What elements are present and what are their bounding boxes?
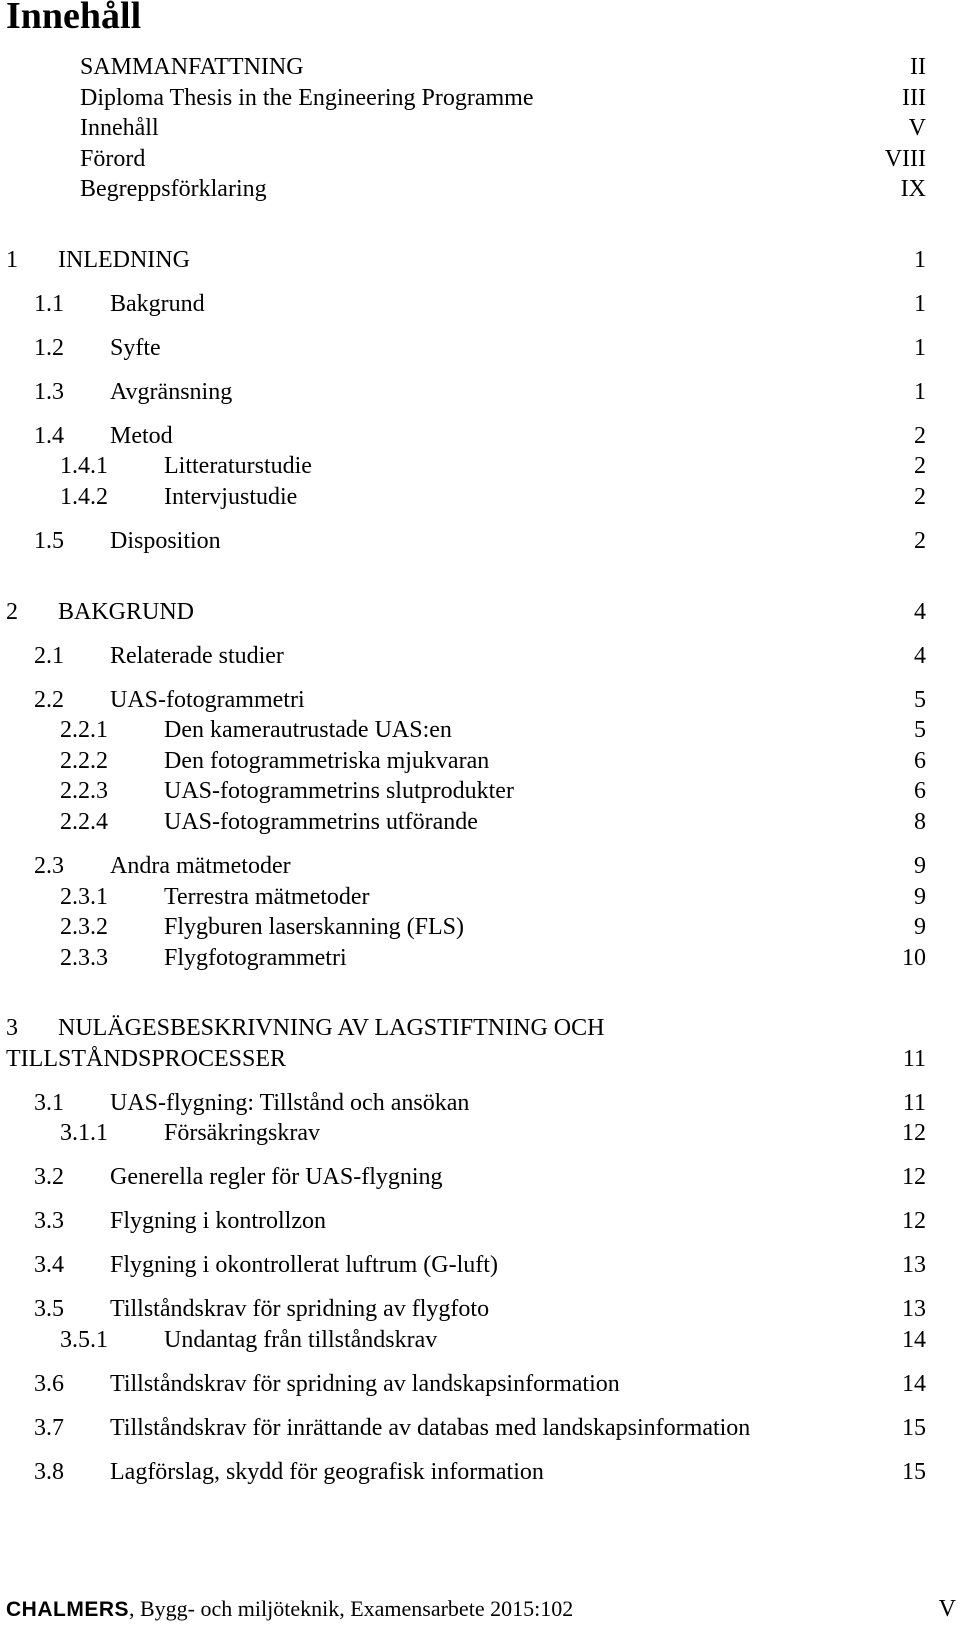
toc-entry-title: Tillståndskrav för inrättande av databas med landskapsinformation: [110, 1415, 751, 1441]
toc-entry-number: 1: [6, 247, 18, 273]
toc-entry-title: Bakgrund: [110, 291, 205, 317]
toc-entry-page: 1: [914, 247, 926, 273]
toc-entry-page: 15: [902, 1459, 926, 1485]
toc-entry-page: III: [902, 85, 926, 111]
toc-entry-title: NULÄGESBESKRIVNING AV LAGSTIFTNING OCH: [58, 1015, 605, 1041]
toc-entry-number: 3.5.1: [60, 1327, 108, 1353]
toc-entry-number: 1.4.2: [60, 484, 108, 510]
toc-entry-page: 12: [902, 1120, 926, 1146]
toc-entry-title: Flygburen laserskanning (FLS): [164, 914, 464, 940]
toc-entry-page: 4: [914, 643, 926, 669]
footer-page-number: V: [938, 1596, 956, 1622]
toc-entry-number: 2.2.3: [60, 778, 108, 804]
toc-entry-title: Tillståndskrav för spridning av landskapsinformation: [110, 1371, 620, 1397]
toc-entry-number: 2.2.2: [60, 748, 108, 774]
toc-entry-page: 11: [902, 1046, 926, 1072]
toc-entry-number: 1.2: [34, 335, 64, 361]
toc-entry-page: 2: [914, 423, 926, 449]
toc-entry-title: Metod: [110, 423, 173, 449]
toc-entry-number: 3.8: [34, 1459, 64, 1485]
toc-entry-page: IX: [900, 176, 926, 202]
toc-entry-page: 9: [914, 853, 926, 879]
toc-entry-title: Försäkringskrav: [164, 1120, 320, 1146]
toc-entry-title: Undantag från tillståndskrav: [164, 1327, 438, 1353]
toc-entry-number: 2.2.1: [60, 717, 108, 743]
toc-entry-title: Flygning i okontrollerat luftrum (G-luft): [110, 1252, 498, 1278]
toc-entry-page: 2: [914, 528, 926, 554]
toc-entry-number: 2.2: [34, 687, 64, 713]
toc-entry-page: 6: [914, 778, 926, 804]
toc-entry-title: Lagförslag, skydd för geografisk information: [110, 1459, 544, 1485]
toc-entry-title: Tillståndskrav för spridning av flygfoto: [110, 1296, 490, 1322]
toc-entry-page: 1: [914, 379, 926, 405]
toc-entry-page: 1: [914, 291, 926, 317]
toc-entry-page: 4: [914, 599, 926, 625]
footer-text: , Bygg- och miljöteknik, Examensarbete 2015:102: [129, 1596, 574, 1621]
page-footer: [6, 1594, 958, 1624]
toc-entry-title: Den fotogrammetriska mjukvaran: [164, 748, 490, 774]
toc-entry-page: 11: [902, 1090, 926, 1116]
toc-entry-title: Relaterade studier: [110, 643, 284, 669]
toc-entry-number: 3.3: [34, 1208, 64, 1234]
toc-entry-number: 1.5: [34, 528, 64, 554]
toc-entry-page: 14: [902, 1371, 926, 1397]
toc-entry-number: 1.4: [34, 423, 64, 449]
toc-entry-page: 5: [914, 717, 926, 743]
toc-entry-number: 2: [6, 599, 18, 625]
toc-entry-title: Innehåll: [80, 115, 159, 141]
page-title: Innehåll: [6, 0, 142, 37]
toc-entry-title: Diploma Thesis in the Engineering Programme: [80, 85, 534, 111]
toc-entry-title: SAMMANFATTNING: [80, 54, 304, 80]
toc-entry-number: 2.1: [34, 643, 64, 669]
toc-entry-number: 3.4: [34, 1252, 64, 1278]
toc-entry-number: 2.2.4: [60, 809, 108, 835]
toc-entry-number: 3.1.1: [60, 1120, 108, 1146]
toc-entry-number: 1.3: [34, 379, 64, 405]
toc-entry-title: Den kamerautrustade UAS:en: [164, 717, 452, 743]
toc-entry-title: UAS-fotogrammetrins slutprodukter: [164, 778, 514, 804]
toc-entry-title: BAKGRUND: [58, 599, 195, 625]
toc-entry-title: Begreppsförklaring: [80, 176, 267, 202]
toc-entry-page: 5: [914, 687, 926, 713]
toc-entry-title: UAS-fotogrammetri: [110, 687, 305, 713]
toc-entry-title: TILLSTÅNDSPROCESSER: [6, 1046, 287, 1072]
toc-entry-page: 9: [914, 914, 926, 940]
toc-entry-title: Generella regler för UAS-flygning: [110, 1164, 443, 1190]
toc-entry-page: 10: [902, 945, 926, 971]
toc-entry-number: 1.4.1: [60, 453, 108, 479]
toc-entry-number: 2.3.2: [60, 914, 108, 940]
toc-entry-number: 3.2: [34, 1164, 64, 1190]
toc-entry-page: 13: [902, 1296, 926, 1322]
toc-entry-page: 12: [902, 1208, 926, 1234]
toc-entry-page: 2: [914, 453, 926, 479]
toc-entry-title: Syfte: [110, 335, 161, 361]
toc-entry-title: Disposition: [110, 528, 221, 554]
toc-entry-title: Förord: [80, 146, 146, 172]
toc-entry-title: Andra mätmetoder: [110, 853, 291, 879]
toc-entry-page: 8: [914, 809, 926, 835]
toc-entry-page: VIII: [884, 146, 926, 172]
toc-entry-title: UAS-flygning: Tillstånd och ansökan: [110, 1090, 470, 1116]
toc-entry-title: Flygfotogrammetri: [164, 945, 347, 971]
toc-entry-page: 13: [902, 1252, 926, 1278]
toc-entry-number: 2.3: [34, 853, 64, 879]
toc-entry-title: Avgränsning: [110, 379, 233, 405]
toc-entry-number: 3.5: [34, 1296, 64, 1322]
toc-entry-page: 15: [902, 1415, 926, 1441]
toc-entry-number: 1.1: [34, 291, 64, 317]
footer-brand: CHALMERS: [6, 1598, 129, 1621]
toc-entry-number: 3: [6, 1015, 18, 1041]
toc-entry-title: UAS-fotogrammetrins utförande: [164, 809, 478, 835]
toc-entry-page: 14: [902, 1327, 926, 1353]
toc-entry-page: 2: [914, 484, 926, 510]
toc-entry-page: 12: [902, 1164, 926, 1190]
toc-entry-number: 3.6: [34, 1371, 64, 1397]
toc-entry-page: 6: [914, 748, 926, 774]
toc-entry-page: II: [910, 54, 926, 80]
toc-entry-number: 2.3.3: [60, 945, 108, 971]
toc-entry-title: Intervjustudie: [164, 484, 298, 510]
toc-entry-page: 9: [914, 884, 926, 910]
toc-entry-title: Flygning i kontrollzon: [110, 1208, 326, 1234]
toc-entry-number: 3.1: [34, 1090, 64, 1116]
toc-entry-number: 2.3.1: [60, 884, 108, 910]
toc-entry-page: 1: [914, 335, 926, 361]
toc-entry-number: 3.7: [34, 1415, 64, 1441]
toc-entry-title: Litteraturstudie: [164, 453, 312, 479]
toc-entry-page: V: [908, 115, 926, 141]
toc-entry-title: INLEDNING: [58, 247, 190, 273]
toc-entry-title: Terrestra mätmetoder: [164, 884, 370, 910]
